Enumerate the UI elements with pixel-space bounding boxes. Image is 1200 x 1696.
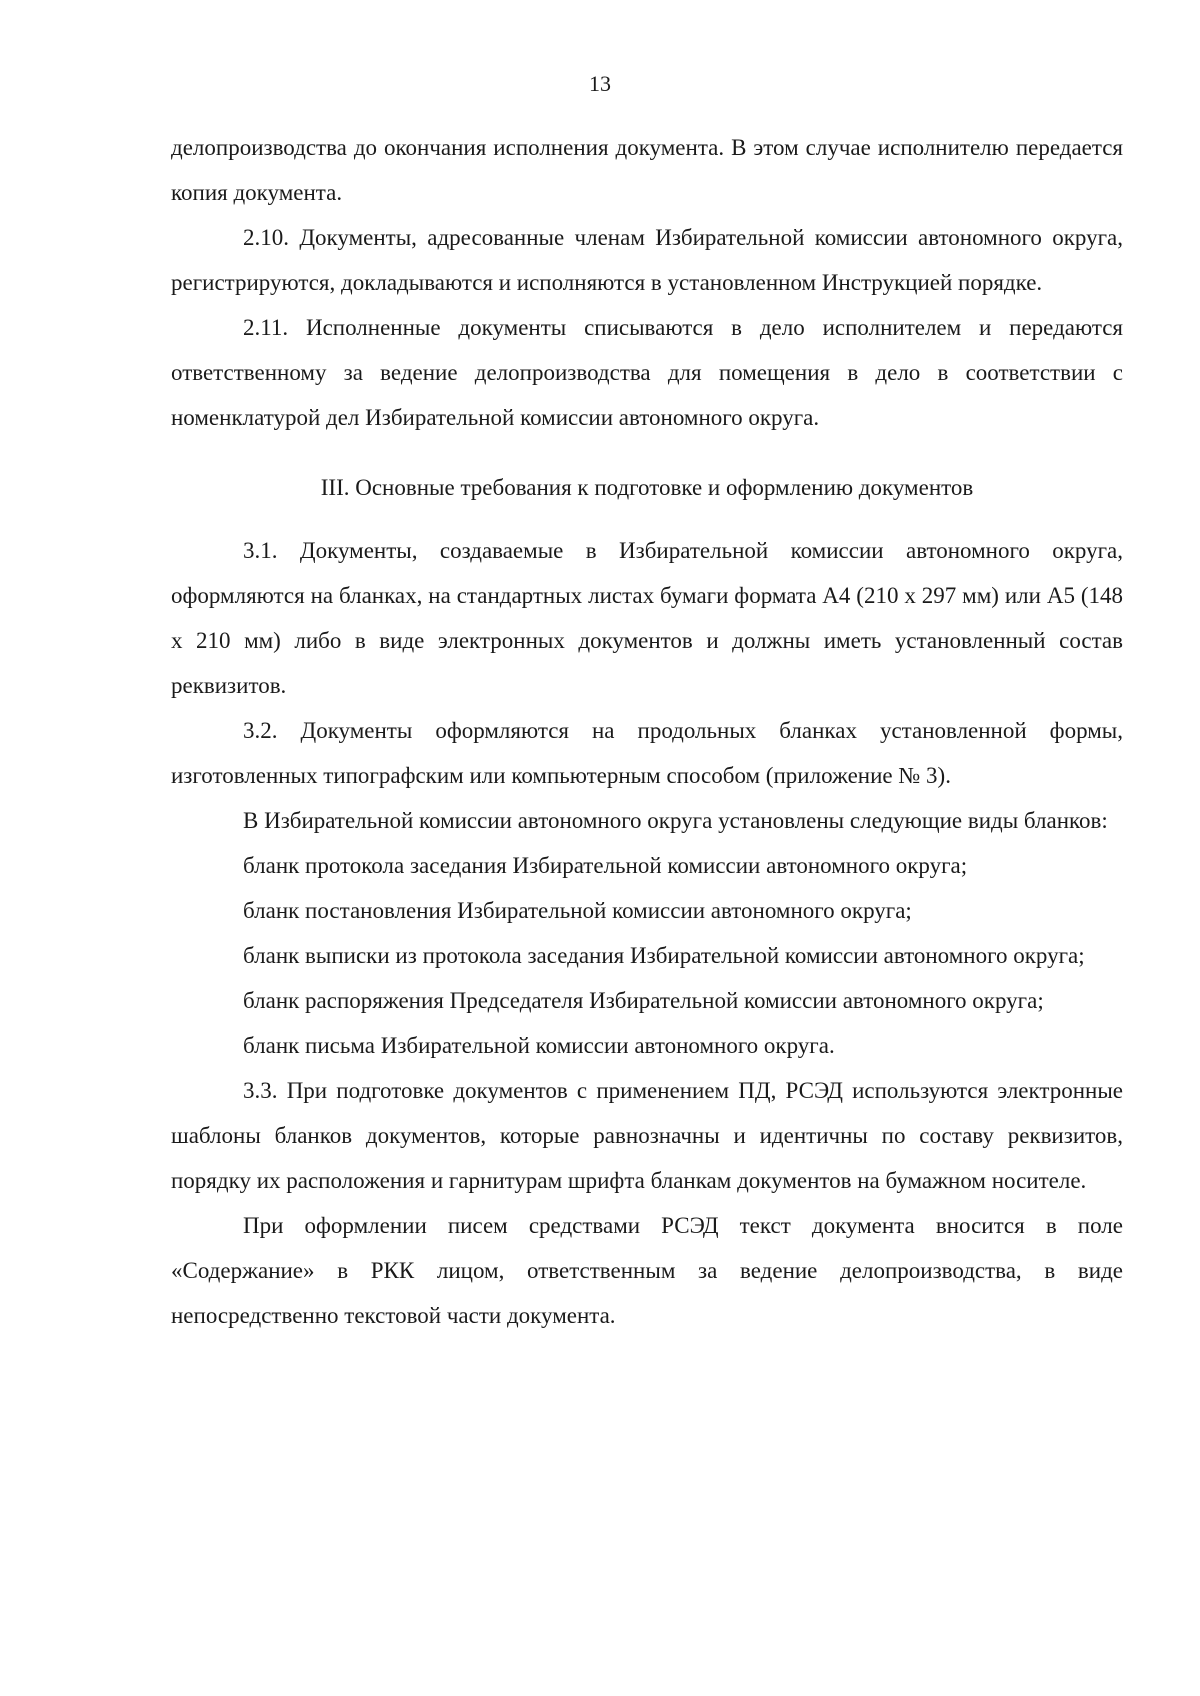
paragraph-blank-types-intro: В Избирательной комиссии автономного округа установлены следующие виды бланков: — [243, 808, 1108, 833]
list-item-order-blank: бланк распоряжения Председателя Избирательной комиссии автономного округа; — [243, 988, 1044, 1013]
paragraph-2-10: 2.10. Документы, адресованные членам Избирательной комиссии автономного округа, регистрируются, докладываются и исполняются в установленном Инструкцией порядке. — [171, 225, 1123, 295]
paragraph-3-1: 3.1. Документы, создаваемые в Избирательной комиссии автономного округа, оформляются на бланках, на стандартных листах бумаги формата А4 (210 х 297 мм) или А5 (148 х 210 мм) либо в виде электронных документов и должны иметь установленный состав реквизитов. — [171, 538, 1123, 698]
paragraph-continuation: делопроизводства до окончания исполнения документа. В этом случае исполнителю передается копия документа. — [171, 135, 1123, 205]
paragraph-3-3: 3.3. При подготовке документов с применением ПД, РСЭД используются электронные шаблоны бланков документов, которые равнозначны и идентичны по составу реквизитов, порядку их расположения и гарнитурам шрифта бланкам документов на бумажном носителе. — [171, 1078, 1123, 1193]
paragraph-letters-rsed: При оформлении писем средствами РСЭД текст документа вносится в поле «Содержание» в РКК лицом, ответственным за ведение делопроизводства, в виде непосредственно текстовой части документа. — [171, 1213, 1123, 1328]
page-number: 13 — [589, 71, 611, 96]
document-body — [171, 125, 1123, 1338]
list-item-protocol-blank: бланк протокола заседания Избирательной комиссии автономного округа; — [243, 853, 968, 878]
paragraph-2-11: 2.11. Исполненные документы списываются в дело исполнителем и передаются ответственному за ведение делопроизводства для помещения в дело в соответствии с номенклатурой дел Избирательной комиссии автономного округа. — [171, 315, 1123, 430]
list-item-extract-blank: бланк выписки из протокола заседания Избирательной комиссии автономного округа; — [243, 943, 1085, 968]
list-item-letter-blank: бланк письма Избирательной комиссии автономного округа. — [243, 1033, 835, 1058]
section-heading: III. Основные требования к подготовке и оформлению документов — [320, 475, 974, 500]
paragraph-3-2: 3.2. Документы оформляются на продольных бланках установленной формы, изготовленных типографским или компьютерным способом (приложение № 3). — [171, 718, 1123, 788]
list-item-resolution-blank: бланк постановления Избирательной комиссии автономного округа; — [243, 898, 912, 923]
